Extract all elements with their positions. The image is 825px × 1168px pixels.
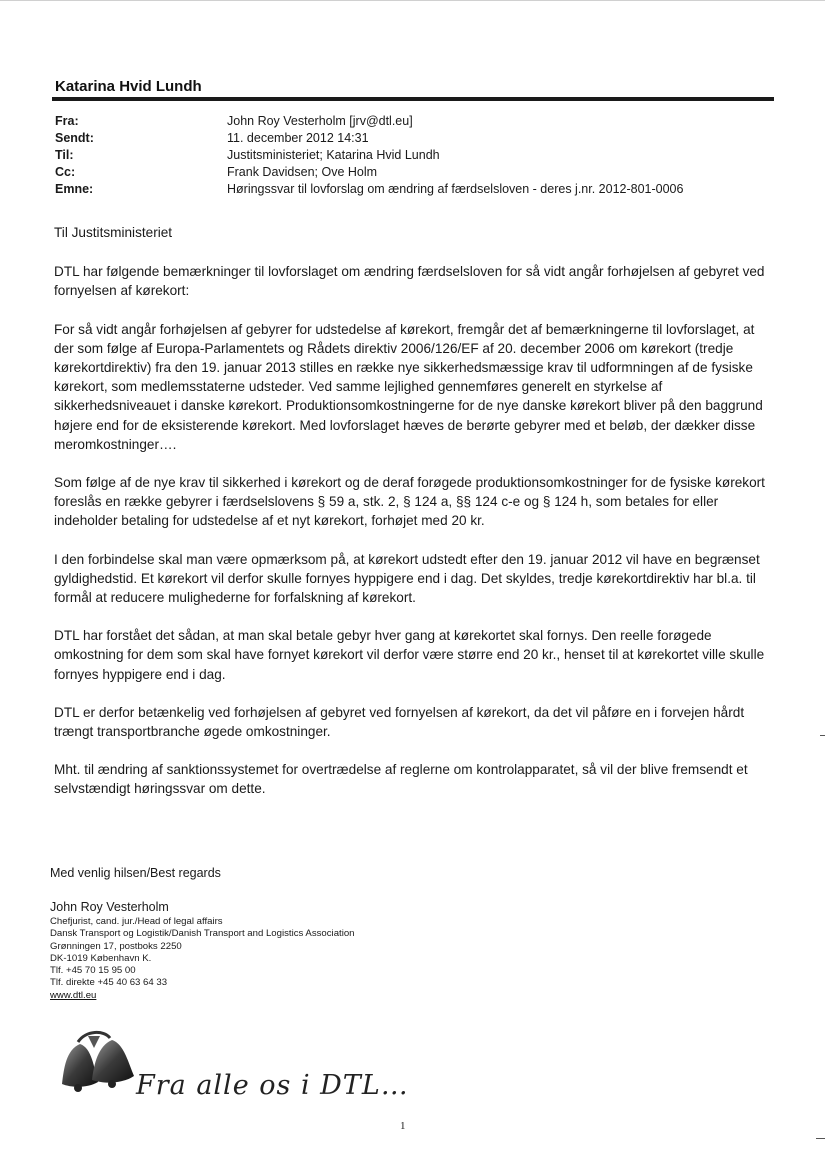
signature-line: DK-1019 København K. bbox=[50, 952, 152, 964]
greeting: Til Justitsministeriet bbox=[54, 225, 173, 240]
header-value: Høringssvar til lovforslag om ændring af færdselsloven - deres j.nr. 2012-801-0006 bbox=[227, 182, 684, 196]
body-paragraph: Som følge af de nye krav til sikkerhed i kørekort og de deraf forøgede produktionsomkostninger for de fysiske kørekort foreslås en række gebyrer i færdselslovens § 59 a, stk. 2, § 124 a, §§ 124 c-e og § 124 h, som betales for eller indeholder betaling for udstedelse af et nyt kørekort, forhøjet med 20 kr. bbox=[54, 475, 765, 529]
header-row-cc bbox=[55, 164, 787, 181]
email-headers bbox=[55, 113, 787, 198]
signature-details bbox=[50, 916, 355, 1002]
page-number: 1 bbox=[400, 1120, 406, 1132]
scan-mark bbox=[820, 735, 825, 736]
mailbox-owner: Katarina Hvid Lundh bbox=[55, 78, 202, 95]
header-label: Til: bbox=[55, 148, 74, 162]
header-row-to bbox=[55, 147, 787, 164]
scan-mark bbox=[816, 1138, 825, 1139]
header-value: Justitsministeriet; Katarina Hvid Lundh bbox=[227, 148, 440, 162]
signature-line: Tlf. +45 70 15 95 00 bbox=[50, 965, 136, 977]
body-paragraph: DTL har følgende bemærkninger til lovforslaget om ændring færdselsloven for så vidt angår forhøjelsen af gebyret ved fornyelsen af kørekort: bbox=[54, 264, 765, 299]
body-paragraph: I den forbindelse skal man være opmærksom på, at kørekort udstedt efter den 19. januar 2012 vil have en begrænset gyldighedstid. Et kørekort vil derfor skulle fornyes hyppigere end i dag. Det skyldes, tredje kørekortdirektiv har bl.a. til formål at reducere mulighederne for forfalskning af kørekort. bbox=[54, 551, 760, 606]
signature-name: John Roy Vesterholm bbox=[50, 900, 169, 914]
header-label: Cc: bbox=[55, 165, 76, 179]
header-label: Emne: bbox=[55, 182, 94, 196]
header-label: Sendt: bbox=[55, 131, 94, 145]
body-paragraph: Mht. til ændring af sanktionssystemet for overtrædelse af reglerne om kontrolapparatet, så vil der blive fremsendt et selvstændigt høringssvar om dette. bbox=[54, 762, 748, 797]
header-label: Fra: bbox=[55, 114, 79, 128]
header-value: John Roy Vesterholm [jrv@dtl.eu] bbox=[227, 114, 413, 128]
christmas-bells-icon bbox=[48, 1028, 148, 1100]
body-paragraph: For så vidt angår forhøjelsen af gebyrer for udstedelse af kørekort, fremgår det af bemærkningerne til lovforslaget, at der som følge af Europa-Parlamentets og Rådets direktiv 2006/126/EF af 20. december 2006 om kørekort (tredje kørekortdirektiv) fra den 19. januar 2013 stilles en række nye sikkerhedsmæssige krav til udformningen af de fysiske kørekort, som medlemsstaterne udsteder. Ved samme lejlighed gennemføres generelt en styrkelse af sikkerhedsniveauet i danske kørekort. Produktionsomkostningerne for de nye danske kørekort bliver på den baggrund højere end for de eksisterende kørekort. Med lovforslaget hæves de berørte gebyrer med et beløb, der dækker disse meromkostninger…. bbox=[54, 321, 763, 452]
header-value: 11. december 2012 14:31 bbox=[227, 131, 369, 145]
signature-line: Grønningen 17, postboks 2250 bbox=[50, 940, 182, 952]
header-rule bbox=[52, 97, 774, 101]
header-value: Frank Davidsen; Ove Holm bbox=[227, 165, 378, 179]
header-row-sent bbox=[55, 130, 787, 147]
header-row-subject bbox=[55, 181, 787, 198]
header-row-from bbox=[55, 113, 787, 130]
body-paragraph: DTL har forstået det sådan, at man skal betale gebyr hver gang at kørekortet skal fornys. Den reelle forøgede omkostning for dem som skal have fornyet kørekort vil derfor være større end 20 kr., henset til at kørekortet ville skulle fornyes hyppigere end i dag. bbox=[54, 628, 765, 682]
body-paragraph: DTL er derfor betænkelig ved forhøjelsen af gebyret ved fornyelsen af kørekort, da det vil påføre en i forvejen hårdt trængt transportbranche øgede omkostninger. bbox=[54, 704, 745, 740]
signature-line: Dansk Transport og Logistik/Danish Transport and Logistics Association bbox=[50, 928, 355, 940]
signature-line: Tlf. direkte +45 40 63 64 33 bbox=[50, 977, 168, 989]
signature-line: Chefjurist, cand. jur./Head of legal affairs bbox=[50, 916, 223, 927]
closing: Med venlig hilsen/Best regards bbox=[50, 866, 221, 880]
scan-top-edge bbox=[0, 0, 825, 1]
greeting-card-text: Fra alle os i DTL… bbox=[136, 1070, 409, 1101]
email-body bbox=[54, 223, 766, 818]
website-link[interactable]: www.dtl.eu bbox=[50, 989, 97, 1001]
